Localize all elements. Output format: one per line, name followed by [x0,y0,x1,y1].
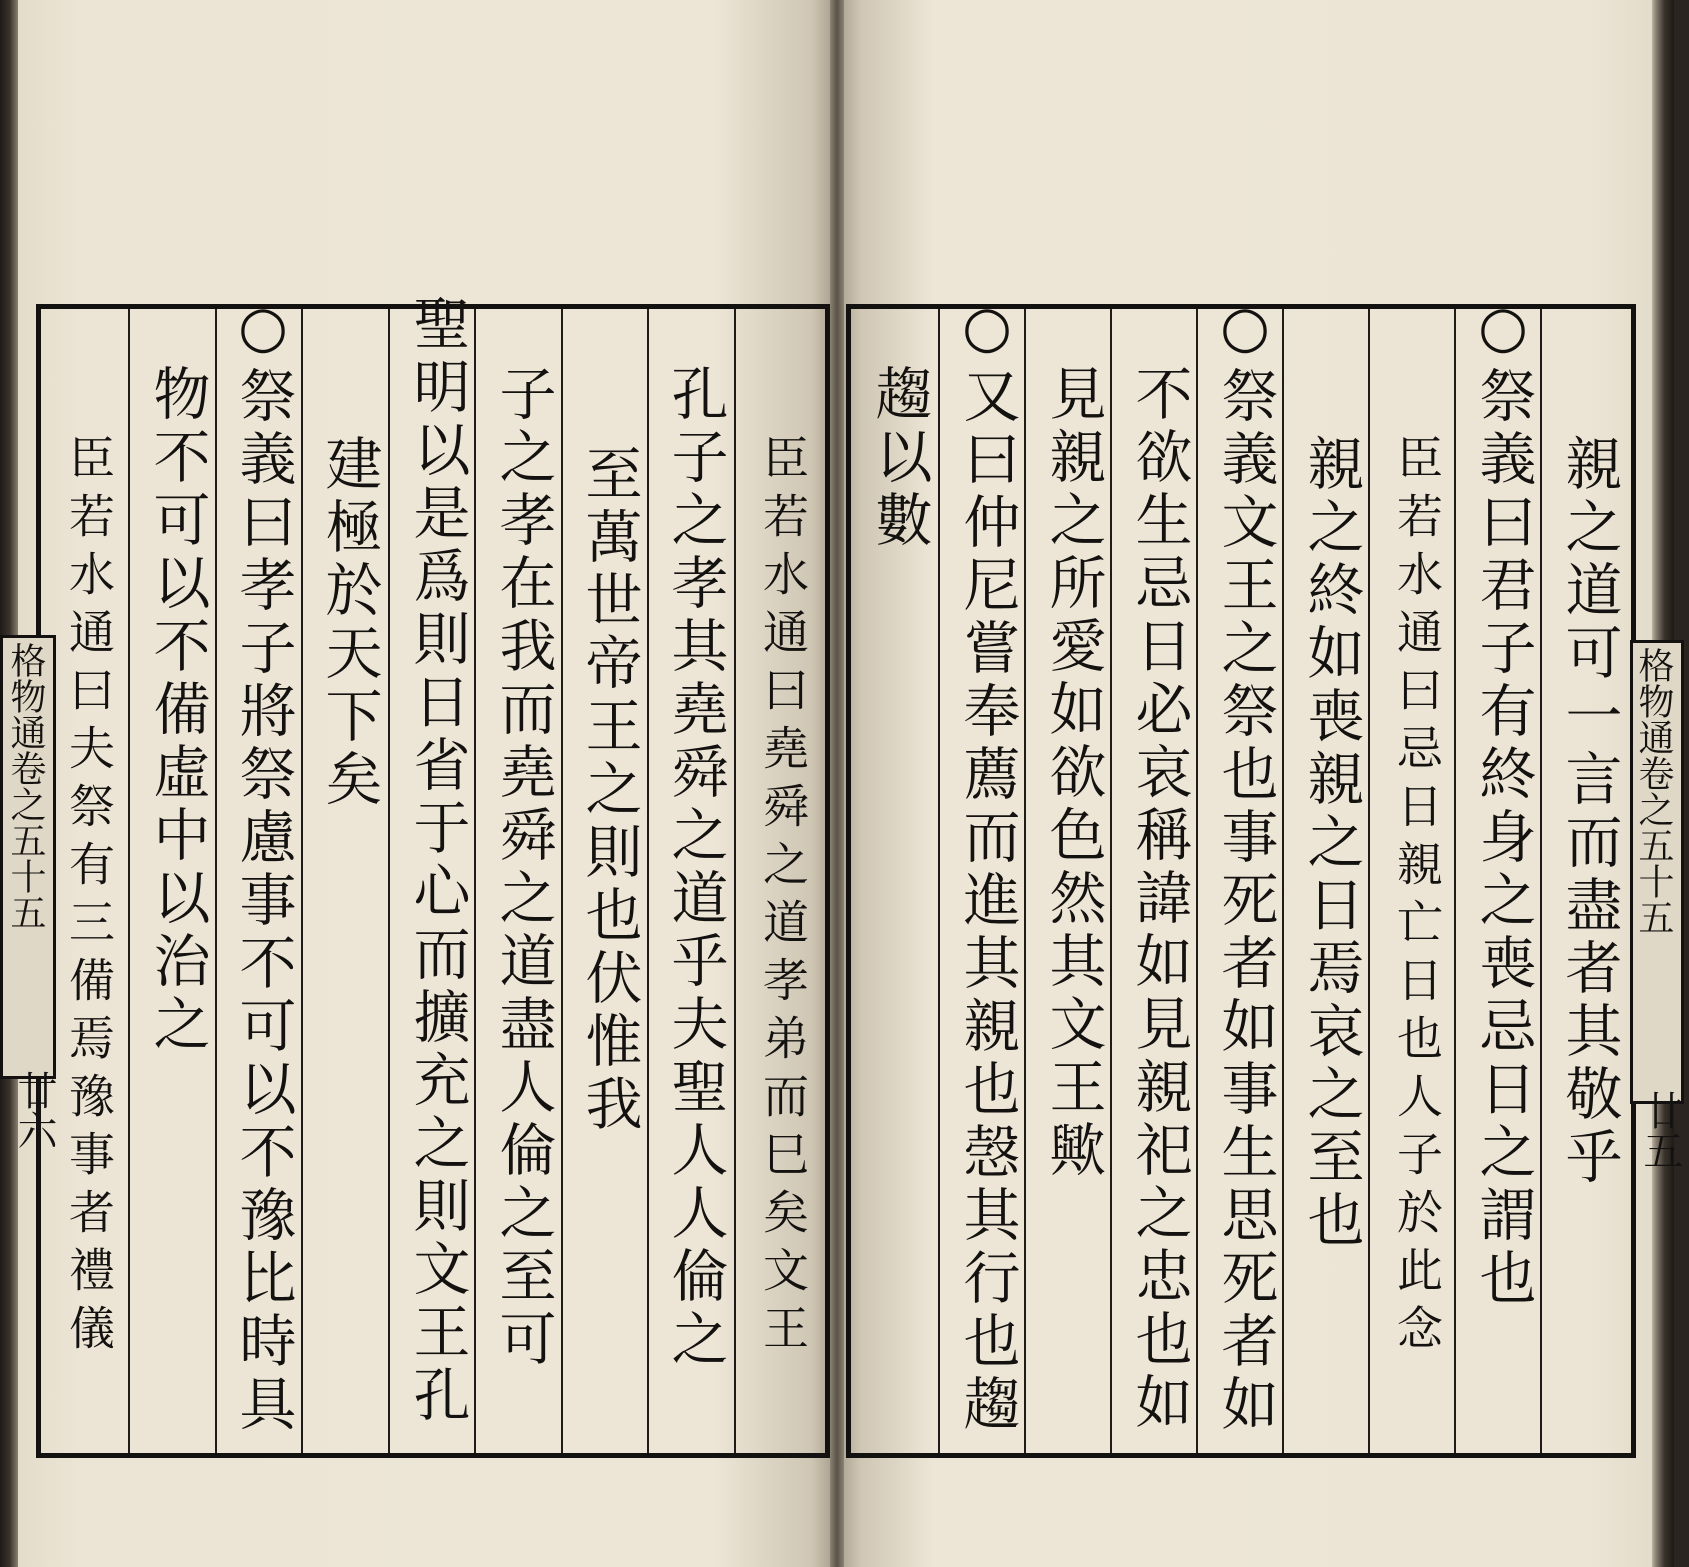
text-column-right-1: ○祭義曰君子有終身之喪忌日之謂也 [1470,294,1536,1311]
text-column-left-1: 孔子之孝其堯舜之道乎夫聖人人倫之 [662,364,728,1372]
text-column-left-6: ○祭義曰孝子將祭慮事不可以不豫比時具 [230,294,296,1437]
text-column-right-0: 親之道可一言而盡者其敬乎 [1556,434,1622,1190]
text-column-right-5: 不欲生忌日必哀稱諱如見親祀之忠也如 [1126,364,1192,1435]
text-column-right-2: 臣若水通曰忌日親亡日也人子於此念 [1390,434,1444,1362]
margin-title-left: 格物通卷之五十五 [0,635,56,1079]
folio-left: 廿六 [11,1070,57,1150]
left-text-frame [36,294,830,1458]
text-column-right-3: 親之終如喪親之日焉哀之至也 [1298,434,1364,1253]
text-column-left-5: 建極於天下矣 [316,434,382,812]
text-column-left-4: 聖明以是爲則日省于心而擴充之則文王孔 [404,294,470,1428]
text-column-left-3: 子之孝在我而堯舜之道盡人倫之至可 [490,364,556,1372]
text-column-left-2: 至萬世帝王之則也伏惟我 [576,444,642,1137]
book-gutter [830,0,844,1567]
text-column-right-4: ○祭義文王之祭也事死者如事生思死者如 [1212,294,1278,1437]
text-column-left-8: 臣若水通曰夫祭有三備焉豫事者禮儀 [62,434,116,1362]
text-column-left-7: 物不可以不備虛中以治之 [144,364,210,1057]
text-column-right-6: 見親之所愛如欲色然其文王歟 [1040,364,1106,1183]
text-column-right-8: 趨以數 [866,364,932,553]
text-column-left-0: 臣若水通曰堯舜之道孝弟而巳矣文王 [756,434,810,1362]
right-text-frame [846,294,1636,1458]
margin-title-right: 格物通卷之五十五 [1630,640,1684,1104]
folio-right: 廿五 [1637,1090,1683,1170]
text-column-right-7: ○又曰仲尼嘗奉薦而進其親也愨其行也趨 [954,294,1020,1437]
